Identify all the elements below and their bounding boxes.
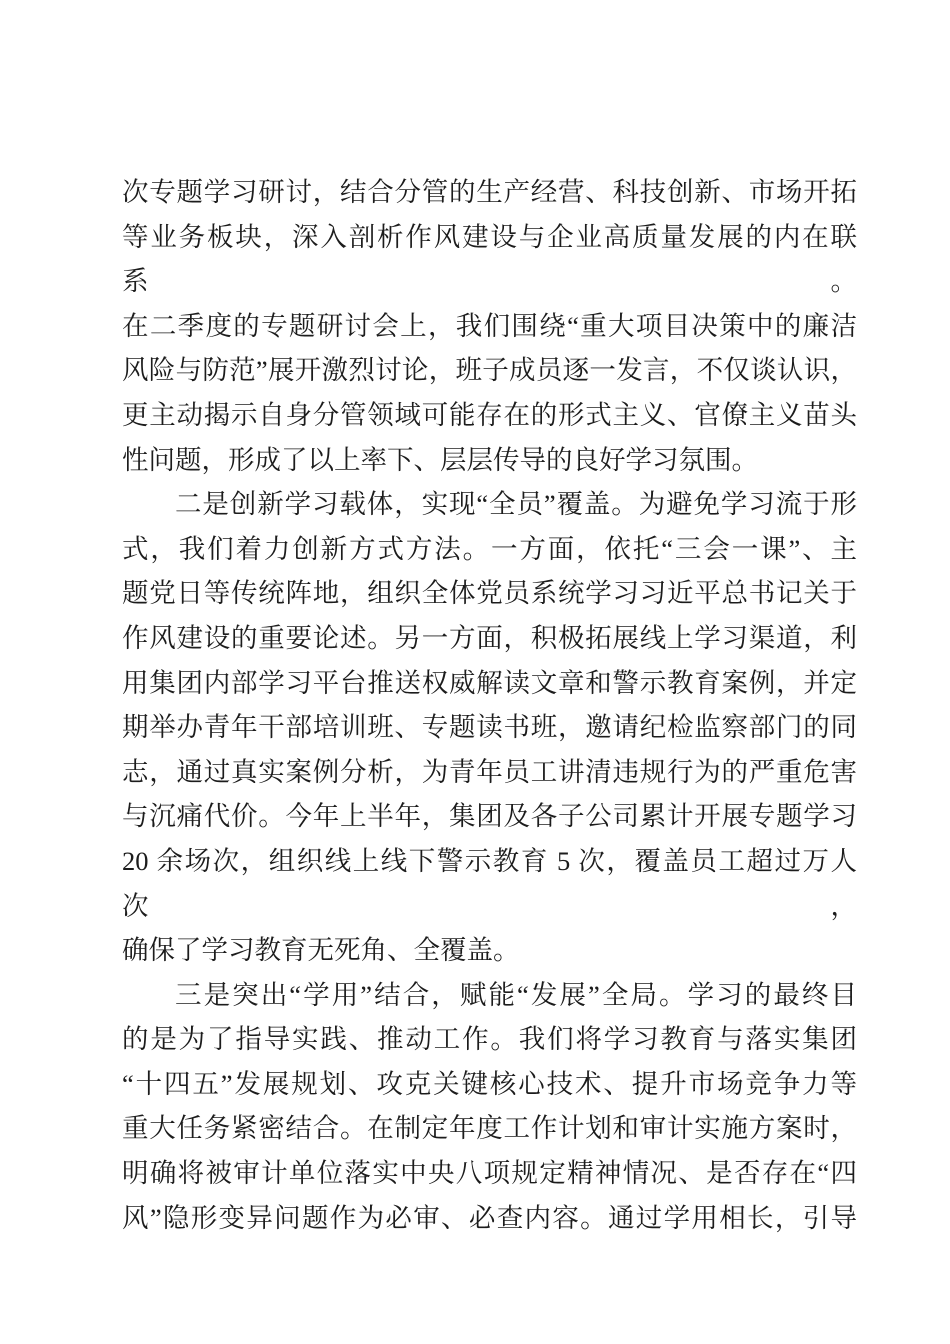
text-line: 等业务板块，深入剖析作风建设与企业高质量发展的内在联系。 (122, 221, 857, 297)
text-line-paragraph-end: 性问题，形成了以上率下、层层传导的良好学习氛围。 (122, 444, 758, 475)
text-line: 期举办青年干部培训班、专题读书班，邀请纪检监察部门的同 (122, 712, 857, 743)
text-line: 的是为了指导实践、推动工作。我们将学习教育与落实集团 (122, 1024, 857, 1055)
text-line: 用集团内部学习平台推送权威解读文章和警示教育案例，并定 (122, 667, 857, 698)
text-line: 风”隐形变异问题作为必审、必查内容。通过学用相长，引导 (122, 1202, 857, 1233)
text-line: 题党日等传统阵地，组织全体党员系统学习习近平总书记关于 (122, 578, 857, 609)
text-line: 更主动揭示自身分管领域可能存在的形式主义、官僚主义苗头 (122, 399, 857, 430)
text-line: 志，通过真实案例分析，为青年员工讲清违规行为的严重危害 (122, 756, 857, 787)
text-line: 与沉痛代价。今年上半年，集团及各子公司累计开展专题学习 (122, 801, 857, 832)
text-line: 重大任务紧密结合。在制定年度工作计划和审计实施方案时， (122, 1113, 857, 1144)
text-line: 作风建设的重要论述。另一方面，积极拓展线上学习渠道，利 (122, 622, 857, 653)
text-line: “十四五”发展规划、攻克关键核心技术、提升市场竞争力等 (122, 1068, 857, 1099)
text-line-paragraph-end: 确保了学习教育无死角、全覆盖。 (122, 935, 520, 966)
document-body-text (122, 170, 857, 1240)
text-line-paragraph-start: 二是创新学习载体，实现“全员”覆盖。为避免学习流于形 (175, 489, 857, 520)
text-line-paragraph-start: 三是突出“学用”结合，赋能“发展”全局。学习的最终目 (175, 979, 857, 1010)
text-line: 次专题学习研讨，结合分管的生产经营、科技创新、市场开拓 (122, 177, 857, 207)
text-line: 在二季度的专题研讨会上，我们围绕“重大项目决策中的廉洁 (122, 310, 857, 341)
text-line: 风险与防范”展开激烈讨论，班子成员逐一发言，不仅谈认识， (122, 355, 857, 386)
text-line: 式，我们着力创新方式方法。一方面，依托“三会一课”、主 (122, 533, 857, 564)
text-line: 20 余场次，组织线上线下警示教育 5 次，覆盖员工超过万人次， (122, 845, 857, 921)
text-line: 明确将被审计单位落实中央八项规定精神情况、是否存在“四 (122, 1158, 857, 1189)
